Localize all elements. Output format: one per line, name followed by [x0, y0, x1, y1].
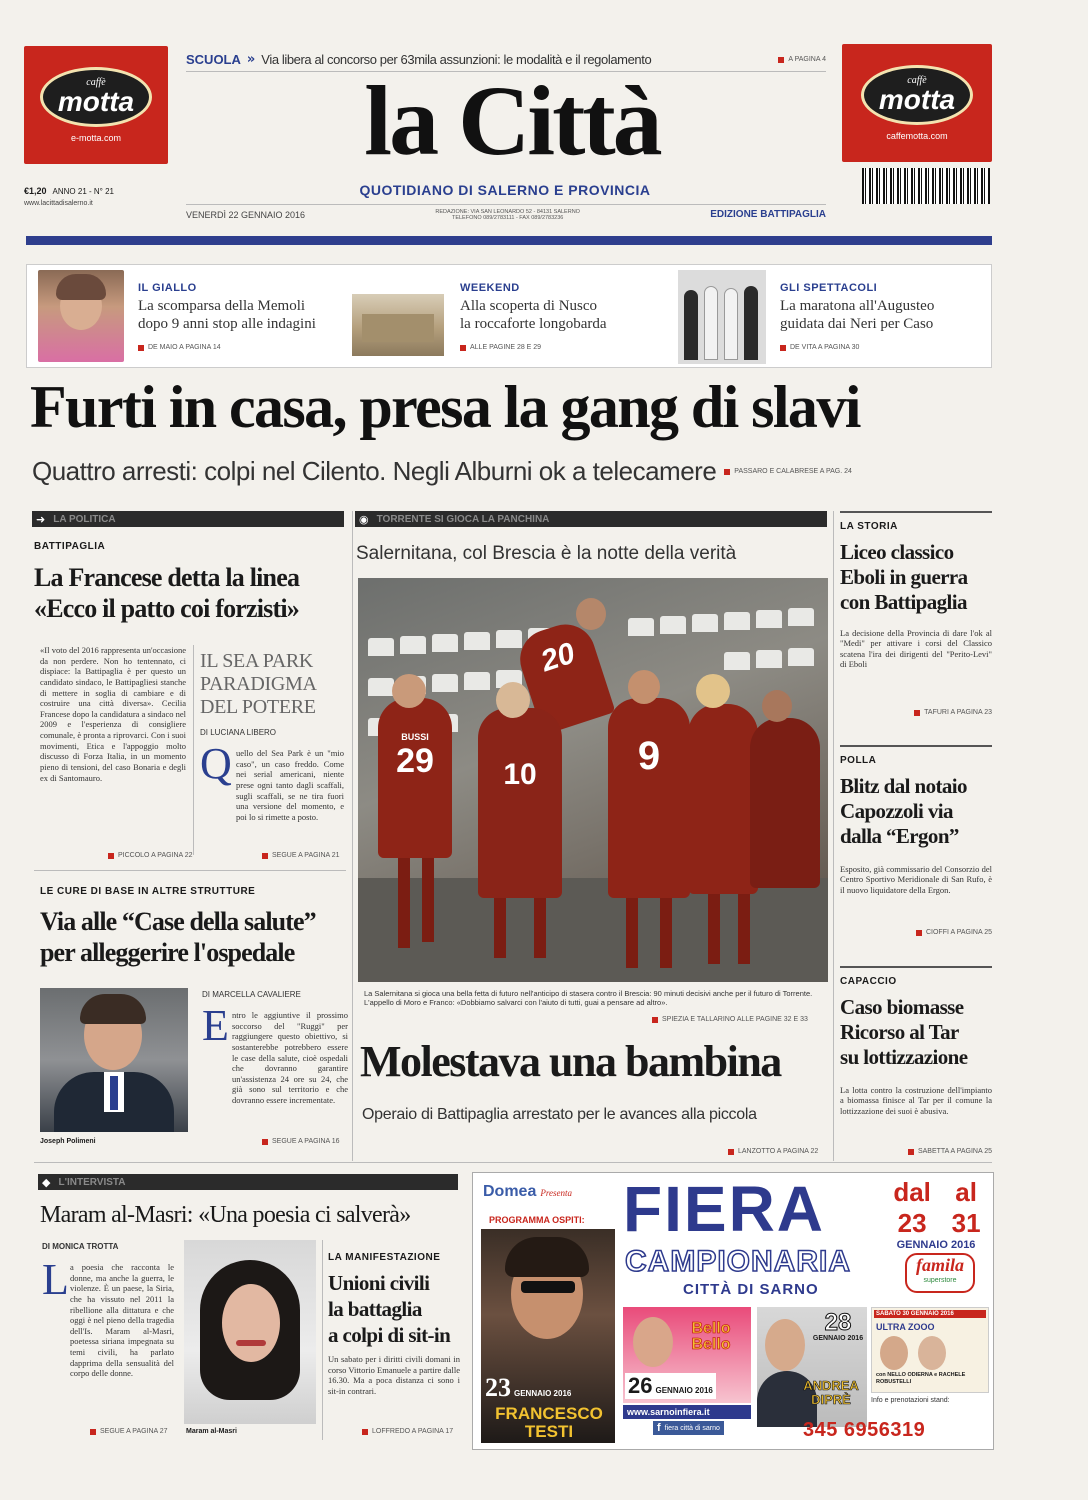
teaser-ref: A PAGINA 4: [778, 56, 826, 63]
fiera-facebook[interactable]: [653, 1421, 724, 1435]
motta-brand: motta: [878, 84, 956, 115]
fiera-guest3-date: [811, 1311, 865, 1342]
barcode: [862, 168, 990, 204]
sport-ref: SPIEZIA E TALLARINO ALLE PAGINE 32 E 33: [652, 1016, 808, 1023]
motta-logo: [40, 67, 152, 127]
edition-label: EDIZIONE BATTIPAGLIA: [710, 209, 826, 220]
story-body: La decisione della Provincia di dare l'ok al "Medi" per attivare i corsi del Classico scatena l'ira dei dirigenti del "Perito-Levi" di Eboli: [840, 627, 992, 670]
intervista-photo: [184, 1240, 316, 1424]
story-ref: SABETTA A PAGINA 25: [908, 1148, 992, 1155]
salute-ref: SEGUE A PAGINA 16: [262, 1138, 340, 1145]
column-rule: [352, 511, 353, 1161]
address-line: REDAZIONE: VIA SAN LEONARDO 52 - 84131 SALERNO: [435, 208, 580, 215]
opinion-body: uello del Sea Park è un "mio caso", un caso freddo. Come nei serial americani, niente prese ogni tanto dagli scaffali, sugli scaffali, se ne tira fuori una versione del momento, e poi lo si rimette a posto.: [236, 748, 344, 822]
promo-title: dopo 9 anni stop alle indagini: [138, 316, 316, 332]
promo-title: Alla scoperta di Nusco: [460, 298, 598, 314]
section-label: TORRENTE SI GIOCA LA PANCHINA: [376, 513, 550, 525]
politica-title-line: «Ecco il patto coi forzisti»: [34, 594, 299, 624]
motta-ad-right[interactable]: [842, 44, 992, 162]
fiera-ad[interactable]: [472, 1172, 994, 1450]
story-title-line: Blitz dal notaio: [840, 774, 967, 798]
sport-photo[interactable]: [358, 578, 828, 982]
motta-brand-top: caffè: [86, 77, 106, 88]
guest-name-line: DIPRÈ: [811, 1391, 851, 1407]
fiera-sponsor: [483, 1183, 572, 1201]
promo-ref: DE MAIO A PAGINA 14: [138, 344, 221, 351]
opinion-dropcap: Q: [200, 739, 232, 788]
motta-url: e-motta.com: [70, 133, 121, 143]
masthead-title[interactable]: la Città: [364, 65, 660, 176]
promo-kicker: IL GIALLO: [138, 282, 197, 294]
fiera-guest3: [757, 1307, 867, 1427]
story-body: Esposito, già commissario del Consorzio del Centro Sportivo Meridionale di San Rufo, è il nuovo liquidatore della Ergon.: [840, 863, 992, 895]
website[interactable]: www.lacittadisalerno.it: [24, 200, 93, 207]
opinion-title[interactable]: [200, 650, 346, 719]
masthead-rule: [26, 236, 992, 245]
promo-title: guidata dai Neri per Caso: [780, 316, 934, 332]
story-title-line: Eboli in guerra: [840, 565, 968, 590]
section-label: L'INTERVISTA: [58, 1176, 126, 1188]
politica-kicker: BATTIPAGLIA: [34, 541, 106, 552]
section-bar-intervista: [38, 1174, 458, 1190]
story-kicker: LA STORIA: [840, 521, 898, 532]
guest-month: GENNAIO 2016: [655, 1386, 713, 1395]
opinion-author: DI LUCIANA LIBERO: [200, 728, 277, 737]
jersey-number: 9: [637, 734, 661, 778]
column-rule: [193, 645, 194, 855]
intervista-dropcap: L: [42, 1255, 69, 1304]
politica-body: «Il voto del 2016 rappresenta un'occasione da non perdere. Non ho tentennato, ci dispiace: la Battipaglia è per questo un candidato sindaco, le Battipagliesi stanche di mettere in soglia di cambiare e di costruire una città diversa». Cecilia Francese dopo la candidatura a sindaco nel 2009 e l'esperienza di consigliere comunale, è pronta a riprovarci. Con i suoi movimenti, Etica e l'appoggio molto discusso di Forza Italia, in un momento pieno di tensioni, del caso Bonaria e degli ex di Santomauro.: [40, 645, 186, 783]
fiera-dates: [883, 1177, 989, 1251]
story-title: [840, 540, 992, 616]
divider: [34, 1162, 992, 1163]
promo-photo-band: [678, 270, 766, 364]
fiera-date-month: GENNAIO 2016: [896, 1239, 976, 1251]
right-story-1[interactable]: [840, 511, 992, 721]
arrow-icon: ➜: [36, 512, 46, 526]
opinion-title-line: IL SEA PARK: [200, 650, 314, 672]
issue-number: ANNO 21 - N° 21: [52, 187, 114, 196]
salute-kicker: LE CURE DI BASE IN ALTRE STRUTTURE: [40, 886, 256, 897]
fiera-guest4: [871, 1307, 989, 1393]
right-story-2[interactable]: [840, 745, 992, 945]
story-title-line: Capozzoli via: [840, 799, 953, 824]
sport-caption: La Salernitana si gioca una bella fetta di futuro nell'anticipo di stasera contro il Brescia: 90 minuti decisivi anche per il futuro di Torrente. L'appello di Moro e Franco: «Dobbiamo salvarci con l'aiuto di tutti, guai a pensare ad altro».: [364, 989, 813, 1008]
intervista-photo-caption: Maram al-Masri: [186, 1428, 237, 1435]
guest-month: GENNAIO 2016: [514, 1389, 572, 1398]
molestava-ref: LANZOTTO A PAGINA 22: [728, 1148, 818, 1155]
promo-ref: DE VITA A PAGINA 30: [780, 344, 859, 351]
fiera-city: CITTÀ DI SARNO: [683, 1281, 819, 1298]
motta-ad-left[interactable]: [24, 46, 168, 164]
fiera-guest1: [481, 1229, 615, 1443]
fiera-date-from: dal 23: [893, 1177, 931, 1238]
manifestazione-kicker: LA MANIFESTAZIONE: [328, 1252, 441, 1263]
divider: [34, 870, 346, 871]
politica-title[interactable]: [34, 562, 354, 624]
guest-name-line: TESTI: [524, 1421, 574, 1441]
guest-day: 23: [485, 1373, 511, 1402]
sport-headline[interactable]: Salernitana, col Brescia è la notte della verità: [356, 543, 737, 564]
fiera-guest1-date: [485, 1373, 571, 1403]
address-line: TELEFONO 089/2783111 - FAX 089/2783236: [451, 214, 564, 221]
fiera-guest1-name: [487, 1405, 611, 1441]
salute-dropcap: E: [202, 1001, 229, 1050]
promo-weekend[interactable]: [352, 270, 662, 362]
story-title-line: Liceo classico: [840, 540, 954, 564]
promo-title: la roccaforte longobarda: [460, 316, 607, 332]
opinion-title-line: PARADIGMA: [200, 673, 317, 695]
promo-il-giallo[interactable]: [38, 270, 348, 362]
address: [435, 209, 580, 221]
player: [608, 698, 690, 898]
intervista-author: DI MONICA TROTTA: [42, 1242, 119, 1251]
price-line: [24, 186, 114, 196]
fiera-guest2-date: [625, 1373, 716, 1399]
salute-photo-caption: Joseph Polimeni: [40, 1138, 96, 1145]
promo-kicker: WEEKEND: [460, 282, 520, 294]
eye-icon: ◉: [359, 512, 369, 526]
main-subhead-row: [32, 456, 992, 487]
promo-title: La maratona all'Augusteo: [780, 298, 935, 314]
player: [750, 718, 820, 888]
jersey-number: 10: [503, 758, 537, 791]
facebook-icon: f: [657, 1422, 661, 1434]
molestava-subhead: Operaio di Battipaglia arrestato per le avances alla piccola: [362, 1106, 757, 1123]
intervista-title[interactable]: Maram al-Masri: «Una poesia ci salverà»: [40, 1202, 411, 1228]
fiera-title: FIERA: [623, 1173, 825, 1245]
salute-title-line: Via alle “Case della salute”: [40, 907, 316, 936]
politica-title-line: La Francese detta la linea: [34, 563, 300, 592]
promo-ref: ALLE PAGINE 28 E 29: [460, 344, 541, 351]
opinion-ref: SEGUE A PAGINA 21: [262, 852, 340, 859]
section-bar-politica: [32, 511, 344, 527]
jersey-number: 20: [537, 636, 579, 679]
manifestazione-title-line: a colpi di sit-in: [328, 1323, 451, 1348]
facebook-label: fiera città di sarno: [664, 1424, 720, 1432]
story-ref: CIOFFI A PAGINA 25: [916, 929, 992, 936]
promo-photo-castle: [352, 294, 444, 356]
fiera-guest2: [623, 1307, 751, 1403]
intervista-body: a poesia che racconta le donne, ma anche la guerra, le violenze. È un paese, la Siria, che ha vissuto nel 2011 la ribellione alla dittatura e che oggi è nel pieno della tragedia dell'Is. Maram al-Masri, poetessa siriana impegnata su temi civili, ha parlato dapprima della sensualità del corpo delle donne.: [70, 1262, 174, 1379]
promo-kicker: GLI SPETTACOLI: [780, 282, 878, 294]
player: [378, 698, 452, 858]
promo-photo-woman: [38, 270, 124, 362]
salute-photo: [40, 988, 188, 1132]
guest-show: ULTRA ZOOO: [876, 1322, 935, 1332]
fiera-website[interactable]: www.sarnoinfiera.it: [623, 1405, 751, 1419]
story-title: [840, 995, 992, 1071]
guest-name-line: ANDREA: [803, 1378, 859, 1393]
fiera-date-to: al 31: [951, 1177, 981, 1238]
jersey-name: BUSSI: [401, 732, 429, 742]
story-body: La lotta contro la costruzione dell'impianto a biomassa finisce al Tar per il comune la lottizzazione dei suoi è abusiva.: [840, 1084, 992, 1116]
fiera-subtitle: CAMPIONARIA: [625, 1245, 851, 1278]
masthead-subtitle: QUOTIDIANO DI SALERNO E PROVINCIA: [359, 182, 651, 198]
fiera-sponsor-name: Domea: [483, 1183, 537, 1200]
salute-body: ntro le aggiuntive il prossimo soccorso del "Ruggi" per raggiungere questo obiettivo, si sostanterebbe potrebbero essere le case della salute, cioè ospedali che dovranno garantire un'assistenza 24 ore su 24, che già sono sul territorio e che dovranno essere incrementate.: [232, 1010, 348, 1105]
jersey-number: 29: [396, 742, 434, 780]
player: [478, 708, 562, 898]
section-bar-sport: [355, 511, 827, 527]
manifestazione-title-line: la battaglia: [328, 1297, 422, 1322]
salute-title[interactable]: [40, 906, 352, 968]
fiera-sponsor-tag: Presenta: [540, 1188, 573, 1198]
famila-logo: [905, 1253, 975, 1293]
guest-day: 28: [824, 1309, 852, 1336]
guest-name-line: FRANCESCO: [495, 1404, 603, 1423]
guest-month: GENNAIO 2016: [812, 1335, 864, 1342]
column-rule: [322, 1240, 323, 1440]
guest-day: 26: [628, 1373, 653, 1398]
opinion-title-line: DEL POTERE: [200, 696, 316, 718]
column-rule: [833, 511, 834, 1161]
main-headline[interactable]: Furti in casa, presa la gang di slavi: [30, 374, 860, 440]
player: [688, 704, 758, 894]
story-ref: TAFURI A PAGINA 23: [914, 709, 992, 716]
fiera-info: Info e prenotazioni stand:: [871, 1397, 950, 1404]
story-kicker: POLLA: [840, 755, 877, 766]
salute-author: DI MARCELLA CAVALIERE: [202, 990, 301, 999]
guest-day: SABATO 30 GENNAIO 2016: [874, 1310, 986, 1318]
date-bar: [186, 204, 826, 224]
story-title-line: Caso biomasse: [840, 995, 964, 1019]
right-story-3[interactable]: [840, 966, 992, 1162]
chevron-right-icon: »: [246, 52, 256, 67]
main-subhead: Quattro arresti: colpi nel Cilento. Negli Alburni ok a telecamere: [32, 456, 717, 486]
story-title-line: dalla “Ergon”: [840, 824, 959, 849]
manifestazione-title[interactable]: [328, 1270, 464, 1348]
promo-title: La scomparsa della Memoli: [138, 298, 306, 314]
politica-ref: PICCOLO A PAGINA 22: [108, 852, 193, 859]
main-ref: PASSARO E CALABRESE A PAG. 24: [724, 468, 852, 475]
guest-show: Bello Bello: [691, 1320, 731, 1353]
fiera-program: PROGRAMMA OSPITI:: [489, 1215, 585, 1225]
story-title-line: su lottizzazione: [840, 1045, 968, 1070]
teaser-section: SCUOLA: [186, 52, 241, 67]
motta-url: caffemotta.com: [886, 131, 948, 141]
motta-brand-top: caffè: [907, 75, 927, 86]
manifestazione-body: Un sabato per i diritti civili domani in corso Vittorio Emanuele a partire dalle 16.30. Ma a poca distanza ci sono i sit-in contrari.: [328, 1354, 460, 1396]
story-title-line: Ricorso al Tar: [840, 1020, 959, 1045]
intervista-ref: SEGUE A PAGINA 27: [90, 1428, 168, 1435]
issue-date: VENERDÌ 22 GENNAIO 2016: [186, 209, 306, 220]
manifestazione-ref: LOFFREDO A PAGINA 17: [362, 1428, 453, 1435]
promo-spettacoli[interactable]: [678, 270, 988, 366]
fiera-guest3-name: [797, 1379, 865, 1406]
section-label: LA POLITICA: [53, 513, 116, 525]
manifestazione-title-line: Unioni civili: [328, 1271, 430, 1295]
fiera-phone[interactable]: 345 6956319: [803, 1419, 926, 1441]
molestava-headline[interactable]: Molestava una bambina: [360, 1037, 781, 1086]
story-title-line: con Battipaglia: [840, 590, 967, 615]
teaser-text: Via libera al concorso per 63mila assunzioni: le modalità e il regolamento: [261, 52, 652, 67]
diamond-icon: ◆: [42, 1175, 51, 1189]
famila-name: famila: [916, 1255, 964, 1275]
motta-brand: motta: [57, 86, 135, 117]
guest-with: con NELLO ODIERNA e RACHELE ROBUSTELLI: [876, 1372, 966, 1385]
motta-logo: [861, 65, 973, 125]
price: €1,20: [24, 186, 47, 196]
famila-sub: superstore: [923, 1276, 957, 1284]
story-kicker: CAPACCIO: [840, 976, 897, 987]
story-title: [840, 774, 992, 850]
salute-title-line: per alleggerire l'ospedale: [40, 938, 295, 968]
